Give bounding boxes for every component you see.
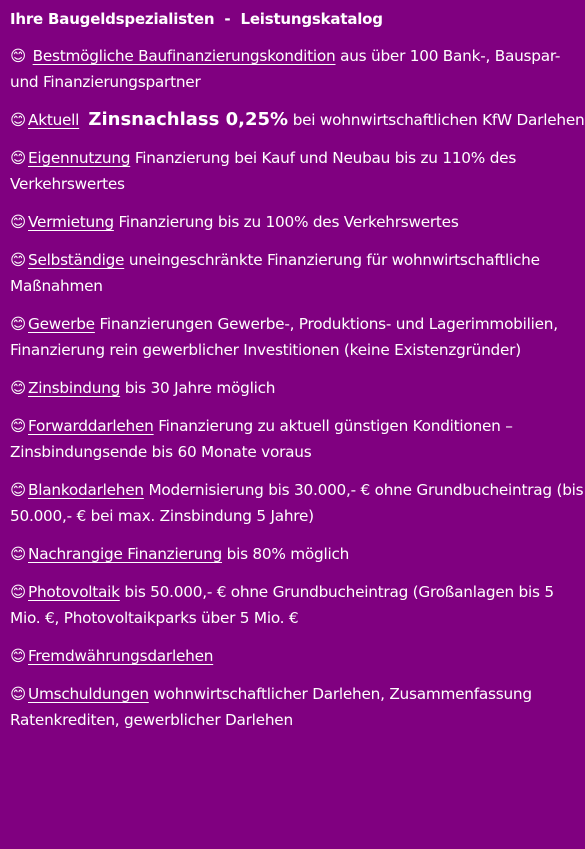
item-text: uneingeschränkte Finanzierung für wohnwirtschaftliche Maßnahmen <box>10 251 540 295</box>
item-text: Finanzierungen Gewerbe-, Produktions- und Lagerimmobilien, Finanzierung rein gewerblicher Investitionen (keine Existenzgründer) <box>10 315 558 359</box>
smiley-icon: 😊 <box>10 417 26 435</box>
list-item <box>10 643 585 669</box>
list-item <box>10 247 585 299</box>
smiley-icon: 😊 <box>10 481 26 499</box>
link-fremdwaehrungsdarlehen[interactable]: Fremdwährungsdarlehen <box>28 647 214 665</box>
link-blankodarlehen[interactable]: Blankodarlehen <box>28 481 144 499</box>
smiley-icon: 😊 <box>10 111 26 129</box>
link-photovoltaik[interactable]: Photovoltaik <box>28 583 120 601</box>
list-item <box>10 579 585 631</box>
link-forwarddarlehen[interactable]: Forwarddarlehen <box>28 417 154 435</box>
smiley-icon: 😊 <box>10 647 26 665</box>
list-item <box>10 413 585 465</box>
item-text: Finanzierung bei Kauf und Neubau bis zu 110% des Verkehrswertes <box>10 149 517 193</box>
item-text: Finanzierung bis zu 100% des Verkehrswertes <box>113 213 459 231</box>
item-text: Modernisierung bis 30.000,- € ohne Grundbucheintrag (bis 50.000,- € bei max. Zinsbindung 5 Jahre) <box>10 481 584 525</box>
list-item <box>10 209 585 235</box>
smiley-icon: 😊 <box>10 545 26 563</box>
link-nachrangige-finanzierung[interactable]: Nachrangige Finanzierung <box>28 545 223 563</box>
item-text: bei wohnwirtschaftlichen KfW Darlehen <box>288 111 585 129</box>
smiley-icon: 😊 <box>10 685 26 703</box>
link-gewerbe[interactable]: Gewerbe <box>28 315 95 333</box>
list-item <box>10 107 585 133</box>
smiley-icon: 😊 <box>10 213 26 231</box>
list-item <box>10 375 585 401</box>
item-text: bis 30 Jahre möglich <box>120 379 276 397</box>
list-item <box>10 145 585 197</box>
item-text: aus über 100 Bank-, Bauspar- und Finanzierungspartner <box>10 47 561 91</box>
smiley-icon: 😊 <box>10 379 26 397</box>
list-item <box>10 43 585 95</box>
link-selbstaendige[interactable]: Selbständige <box>28 251 125 269</box>
item-text: bis 80% möglich <box>222 545 350 563</box>
link-aktuell[interactable]: Aktuell <box>28 111 80 129</box>
smiley-icon: 😊 <box>10 149 26 167</box>
list-item <box>10 477 585 529</box>
item-text: wohnwirtschaftlicher Darlehen, Zusammenfassung Ratenkrediten, gewerblicher Darlehen <box>10 685 532 729</box>
list-item <box>10 311 585 363</box>
item-text: bis 50.000,- € ohne Grundbucheintrag (Großanlagen bis 5 Mio. €, Photovoltaikparks über 5 Mio. € <box>10 583 554 627</box>
smiley-icon: 😊 <box>10 315 26 333</box>
link-baufinanzierung[interactable]: Bestmögliche Baufinanzierungskondition <box>32 47 336 65</box>
item-text: Finanzierung zu aktuell günstigen Konditionen – Zinsbindungsende bis 60 Monate voraus <box>10 417 513 461</box>
link-vermietung[interactable]: Vermietung <box>28 213 114 231</box>
smiley-icon: 😊 <box>10 251 26 269</box>
page-title: Ihre Baugeldspezialisten - Leistungskatalog <box>10 10 383 28</box>
list-item <box>10 681 585 733</box>
smiley-icon: 😊 <box>10 583 26 601</box>
link-umschuldungen[interactable]: Umschuldungen <box>28 685 149 703</box>
smiley-icon: 😊 <box>10 47 26 65</box>
link-zinsbindung[interactable]: Zinsbindung <box>28 379 121 397</box>
link-eigennutzung[interactable]: Eigennutzung <box>28 149 131 167</box>
highlight-zinsnachlass: Zinsnachlass 0,25% <box>88 109 289 130</box>
list-item <box>10 541 585 567</box>
